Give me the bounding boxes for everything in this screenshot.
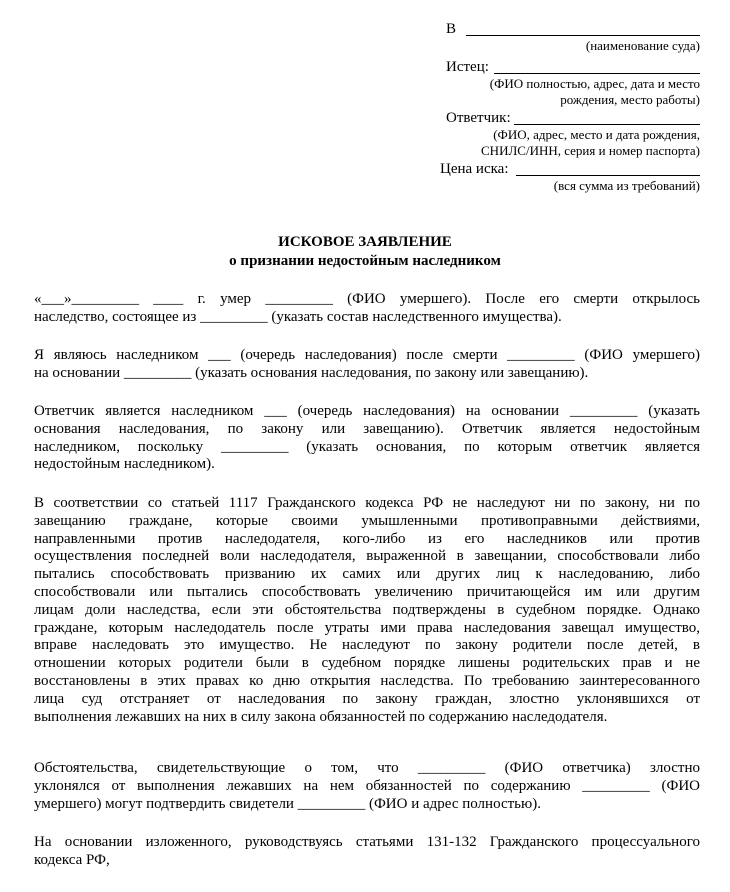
text-line: Я являюсь наследником ___ (очередь наследования) после смерти _________ (ФИО умершего) [34,347,700,363]
text-line: основания наследования, по закону или завещанию). Ответчик является недостойным [34,420,700,437]
price-blank-line [516,175,700,176]
paragraph-defendant-unworthy [34,403,700,474]
text-line: лицам доли наследства, если эти обстоятельства подтверждены в судебном порядке. Однако [34,601,700,618]
text-line: недостойным наследником). [34,456,215,473]
paragraph-legal-basis [34,495,700,726]
text-line: пытались способствовать призванию их самих или других лиц к наследованию, либо [34,566,700,583]
defendant-label: Ответчик: [446,110,511,126]
text-line: восстановлены в этих правах ко дню открытия наследства. По требованию заинтересованного [34,672,700,689]
court-prefix: В [446,21,457,37]
defendant-blank-line [514,124,700,125]
defendant-note-2: СНИЛС/ИНН, серия и номер паспорта) [481,143,700,158]
text-line: направленными против наследодателя, кого-либо из его наследников или против [34,530,700,547]
text-line: завещанию граждане, которые своими умышленными противоправными действиями, [34,512,700,529]
paragraph-witnesses [34,760,700,813]
paragraph-death-and-estate [34,291,700,327]
text-line: умершего) могут подтвердить свидетели _________ (ФИО и адрес полностью). [34,795,541,812]
text-line: выполнения лежавших на них в силу закона обязанностей по содержанию наследодателя. [34,708,608,725]
plaintiff-note-1: (ФИО полностью, адрес, дата и место [489,76,700,91]
text-line: Ответчик является наследником ___ (очередь наследования) на основании _________ (указать [34,403,700,419]
text-line: уклонялся от выполнения лежавших на нем обязанностей по содержанию _________ (ФИО [34,777,700,794]
paragraph-conclusion [34,834,700,870]
price-note: (вся сумма из требований) [553,178,700,193]
document-title: ИСКОВОЕ ЗАЯВЛЕНИЕ [278,234,452,250]
plaintiff-note-2: рождения, место работы) [560,92,700,107]
text-line: наследство, состоящее из _________ (указать состав наследственного имущества). [34,308,562,325]
plaintiff-blank-line [494,73,700,74]
price-label: Цена иска: [440,161,509,177]
court-note: (наименование суда) [585,38,700,53]
text-line: В соответствии со статьей 1117 Гражданского кодекса РФ не наследуют ни по закону, ни по [34,495,700,511]
court-blank-line [466,35,700,36]
text-line: отношении которых родители были в судебном порядке лишены родительских прав и не [34,655,700,672]
text-line: лица суд отстраняет от наследования по закону граждан, злостно уклонявшихся от [34,690,700,707]
document-subtitle: о признании недостойным наследником [229,253,501,269]
text-line: кодекса РФ, [34,851,110,868]
text-line: граждане, которым наследодатель после утраты ими права наследования завещал имущество, [34,619,700,636]
text-line: вправе наследовать это имущество. Не наследуют по закону родители после детей, в [34,637,700,654]
text-line: на основании _________ (указать основания наследования, по закону или завещанию). [34,364,589,381]
text-line: способствовали или пытались способствовать увеличению причитающейся им или другим [34,583,700,600]
defendant-note-1: (ФИО, адрес, место и дата рождения, [493,127,700,142]
text-line: «___»_________ ____ г. умер _________ (ФИО умершего). После его смерти открылось [34,291,700,307]
plaintiff-label: Истец: [446,59,489,75]
paragraph-plaintiff-heir [34,347,700,383]
text-line: осуществления последней воли наследодателя, выраженной в завещании, способствовали либо [34,548,700,565]
text-line: Обстоятельства, свидетельствующие о том, что _________ (ФИО ответчика) злостно [34,760,700,776]
text-line: На основании изложенного, руководствуясь статьями 131-132 Гражданского процессуального [34,834,700,850]
text-line: наследником, поскольку _________ (указать основания, по которым ответчик является [34,438,700,455]
